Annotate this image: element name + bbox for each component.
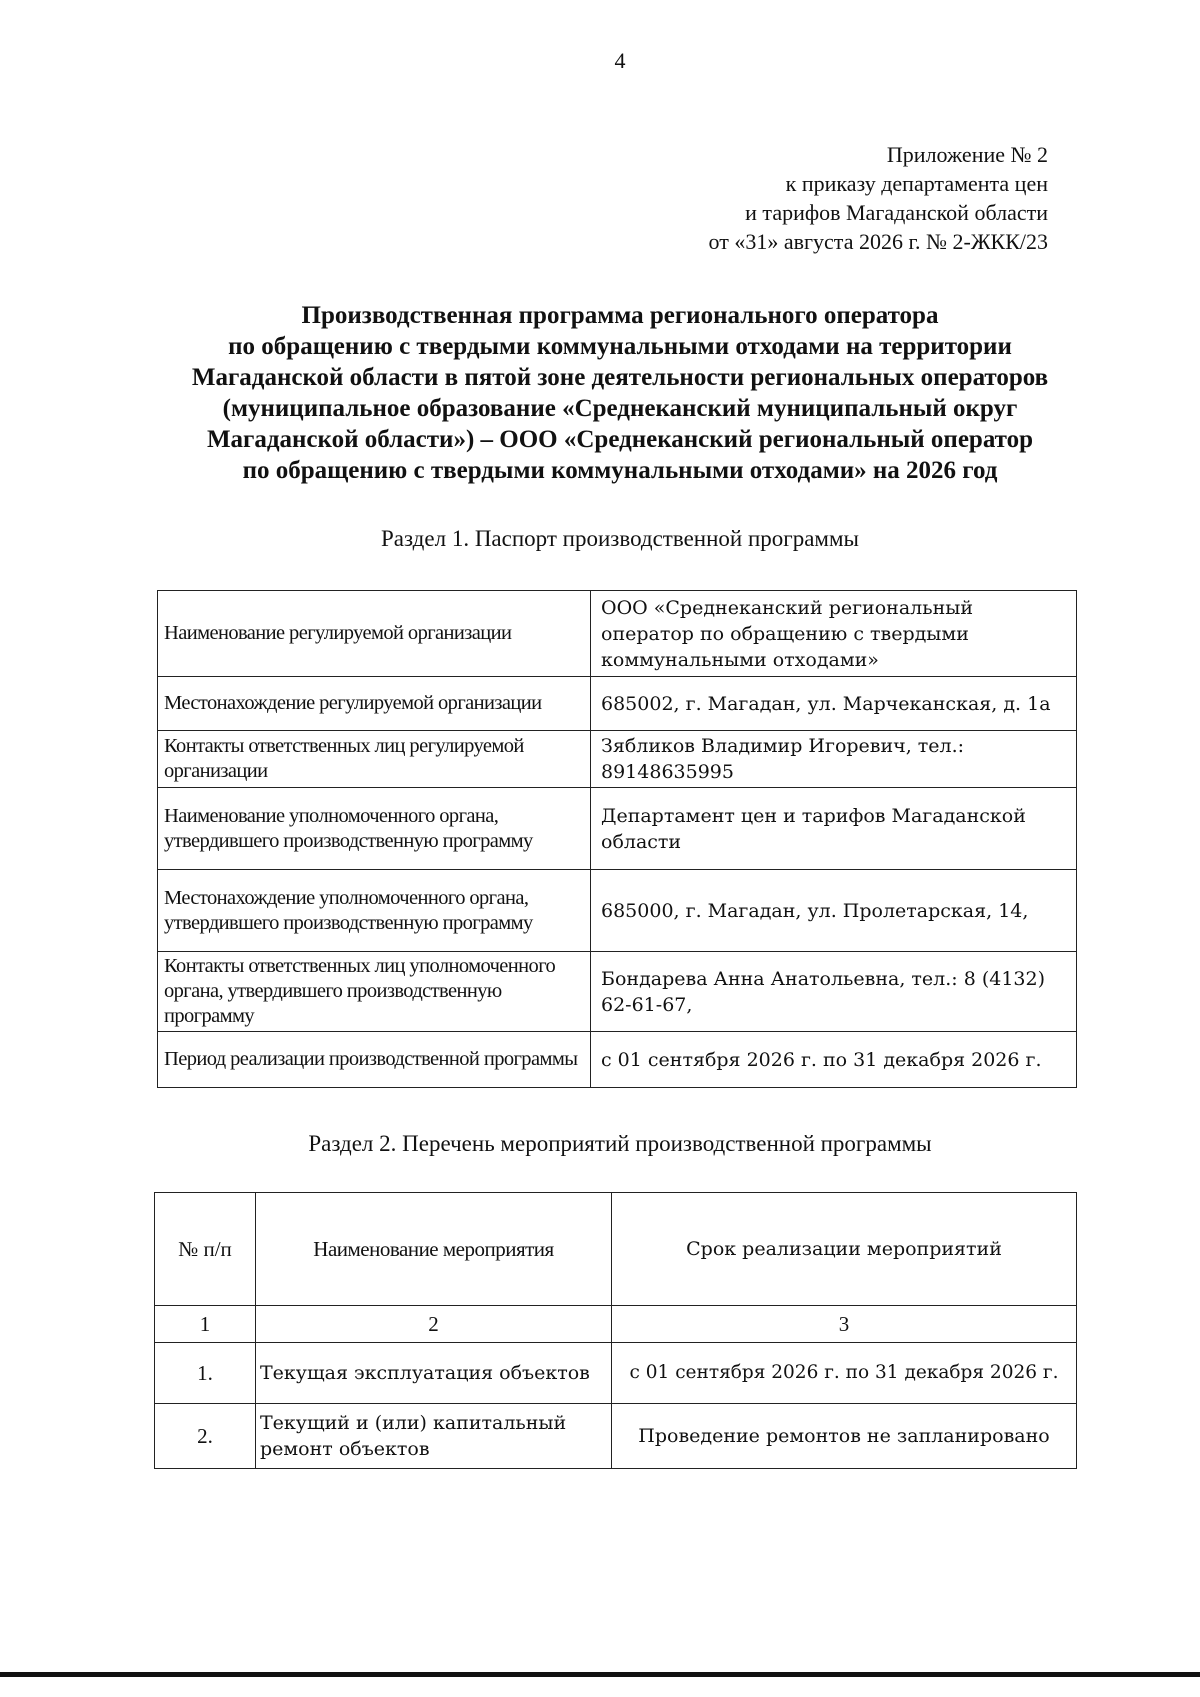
table-row <box>158 788 1077 870</box>
appendix-line: и тарифов Магаданской области <box>745 200 1048 225</box>
table-header-row <box>155 1193 1077 1306</box>
header-num: № п/п <box>155 1193 256 1306</box>
appendix-line: от «31» августа 2026 г. № 2-ЖКК/23 <box>708 229 1048 254</box>
appendix-line: Приложение № 2 <box>886 142 1048 167</box>
passport-value: 685002, г. Магадан, ул. Марчеканская, д. 1а <box>591 677 1077 731</box>
section-1-heading: Раздел 1. Паспорт производственной программы <box>381 526 859 551</box>
passport-table <box>157 590 1077 1088</box>
passport-key: Контакты ответственных лиц регулируемой организации <box>158 731 591 788</box>
header-period: Срок реализации мероприятий <box>612 1193 1077 1306</box>
appendix-block <box>709 140 1048 256</box>
event-num: 2. <box>155 1404 256 1469</box>
passport-key: Местонахождение уполномоченного органа, утвердившего производственную программу <box>158 870 591 952</box>
page-number: 4 <box>614 48 626 73</box>
table-row <box>158 677 1077 731</box>
event-name: Текущий и (или) капитальный ремонт объектов <box>256 1404 612 1469</box>
passport-value: Зябликов Владимир Игоревич, тел.: 89148635995 <box>591 731 1077 788</box>
table-row <box>155 1343 1077 1404</box>
table-row <box>155 1404 1077 1469</box>
title-line: Производственная программа регионального оператора <box>301 302 939 329</box>
passport-value: 685000, г. Магадан, ул. Пролетарская, 14, <box>591 870 1077 952</box>
event-name: Текущая эксплуатация объектов <box>256 1343 612 1404</box>
title-line: по обращению с твердыми коммунальными отходами на территории <box>228 333 1012 360</box>
events-table <box>154 1192 1077 1469</box>
header-name: Наименование мероприятия <box>256 1193 612 1306</box>
passport-value: ООО «Среднеканский региональный оператор по обращению с твердыми коммунальными отходами» <box>591 591 1077 677</box>
passport-key: Контакты ответственных лиц уполномоченного органа, утвердившего производственную программу <box>158 952 591 1032</box>
section-2-heading: Раздел 2. Перечень мероприятий производственной программы <box>308 1131 932 1156</box>
passport-value: Бондарева Анна Анатольевна, тел.: 8 (4132) 62-61-67, <box>591 952 1077 1032</box>
column-numbers-row <box>155 1306 1077 1343</box>
column-number: 2 <box>256 1306 612 1343</box>
passport-value: с 01 сентября 2026 г. по 31 декабря 2026 г. <box>591 1032 1077 1088</box>
bottom-border-line <box>0 1672 1200 1677</box>
document-title <box>150 300 1090 486</box>
event-period: Проведение ремонтов не запланировано <box>612 1404 1077 1469</box>
passport-key: Наименование регулируемой организации <box>158 591 591 677</box>
table-row <box>158 952 1077 1032</box>
column-number: 1 <box>155 1306 256 1343</box>
column-number: 3 <box>612 1306 1077 1343</box>
table-row <box>158 591 1077 677</box>
passport-key: Период реализации производственной программы <box>158 1032 591 1088</box>
event-num: 1. <box>155 1343 256 1404</box>
title-line: Магаданской области») – ООО «Среднеканский региональный оператор <box>206 426 1034 453</box>
title-line: по обращению с твердыми коммунальными отходами» на 2026 год <box>242 457 998 484</box>
title-line: Магаданской области в пятой зоне деятельности региональных операторов <box>191 364 1049 391</box>
title-line: (муниципальное образование «Среднеканский муниципальный округ <box>222 395 1018 422</box>
table-row <box>158 1032 1077 1088</box>
appendix-line: к приказу департамента цен <box>785 171 1048 196</box>
event-period: с 01 сентября 2026 г. по 31 декабря 2026 г. <box>612 1343 1077 1404</box>
passport-key: Местонахождение регулируемой организации <box>158 677 591 731</box>
passport-value: Департамент цен и тарифов Магаданской области <box>591 788 1077 870</box>
table-row <box>158 870 1077 952</box>
table-row <box>158 731 1077 788</box>
passport-key: Наименование уполномоченного органа, утвердившего производственную программу <box>158 788 591 870</box>
